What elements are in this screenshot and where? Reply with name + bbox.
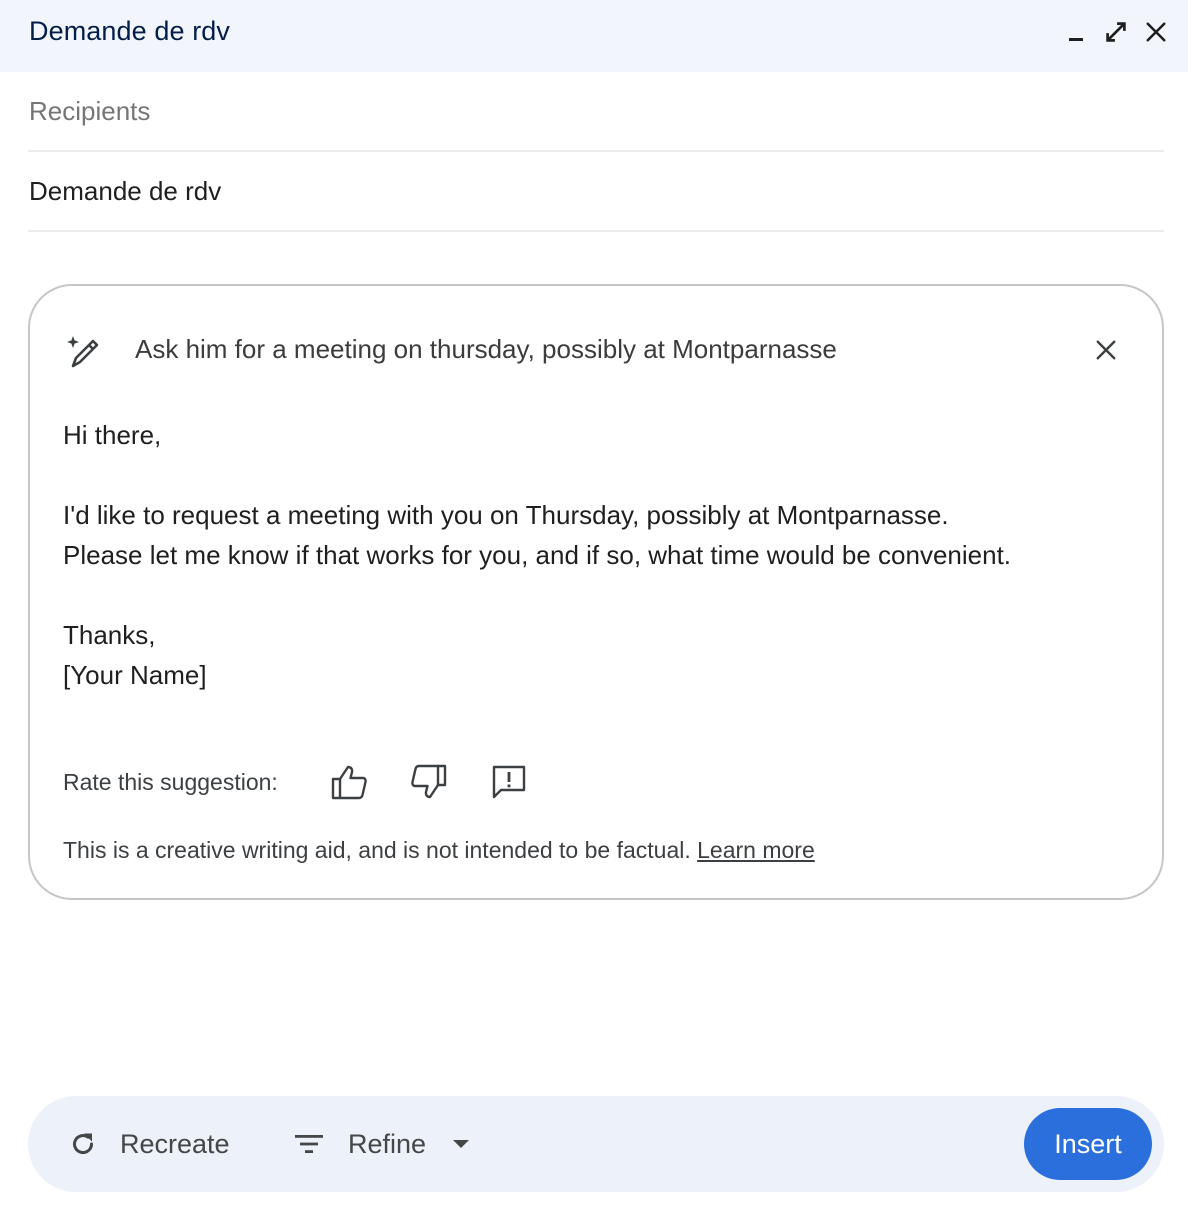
prompt-text[interactable]: Ask him for a meeting on thursday, possibly at Montparnasse (135, 334, 837, 364)
disclaimer-text: This is a creative writing aid, and is not intended to be factual. (63, 837, 691, 863)
magic-pen-icon (64, 332, 104, 372)
body-line: Please let me know if that works for you, and if so, what time would be convenient. (63, 540, 1012, 570)
close-suggestion-button[interactable] (1088, 332, 1124, 368)
thumbs-down-button[interactable] (407, 760, 451, 804)
thumbs-up-button[interactable] (327, 760, 371, 804)
close-icon (1095, 339, 1117, 361)
divider (28, 150, 1164, 152)
body-line (63, 455, 1011, 495)
body-line: [Your Name] (63, 660, 207, 690)
compose-titlebar (0, 0, 1188, 72)
action-bar (28, 1096, 1164, 1192)
body-line (63, 575, 1011, 615)
help-me-write-card (28, 284, 1164, 900)
filter-icon (292, 1129, 326, 1159)
body-line: Thanks, (63, 620, 156, 650)
divider (28, 230, 1164, 232)
subject-field[interactable]: Demande de rdv (29, 176, 222, 206)
minimize-button[interactable] (1060, 16, 1092, 48)
disclaimer (63, 833, 815, 867)
body-line: I'd like to request a meeting with you on Thursday, possibly at Montparnasse. (63, 500, 949, 530)
report-button[interactable] (487, 760, 531, 804)
close-icon (1145, 21, 1167, 43)
refresh-icon (68, 1129, 98, 1159)
suggestion-body (63, 415, 1011, 695)
rate-label: Rate this suggestion: (63, 769, 278, 795)
window-title: Demande de rdv (29, 16, 231, 46)
recreate-label: Recreate (120, 1128, 230, 1159)
recreate-button[interactable] (68, 1124, 230, 1164)
minimize-icon (1064, 20, 1088, 44)
close-button[interactable] (1140, 16, 1172, 48)
body-line: Hi there, (63, 420, 162, 450)
thumbs-down-icon (409, 762, 449, 802)
learn-more-link[interactable]: Learn more (697, 837, 815, 863)
dropdown-arrow-icon (452, 1138, 470, 1150)
report-icon (489, 762, 529, 802)
recipients-field[interactable]: Recipients (29, 96, 151, 126)
expand-icon (1103, 19, 1129, 45)
thumbs-up-icon (329, 762, 369, 802)
expand-button[interactable] (1100, 16, 1132, 48)
refine-label: Refine (348, 1128, 427, 1159)
insert-button[interactable]: Insert (1024, 1108, 1152, 1180)
refine-button[interactable] (292, 1124, 470, 1164)
